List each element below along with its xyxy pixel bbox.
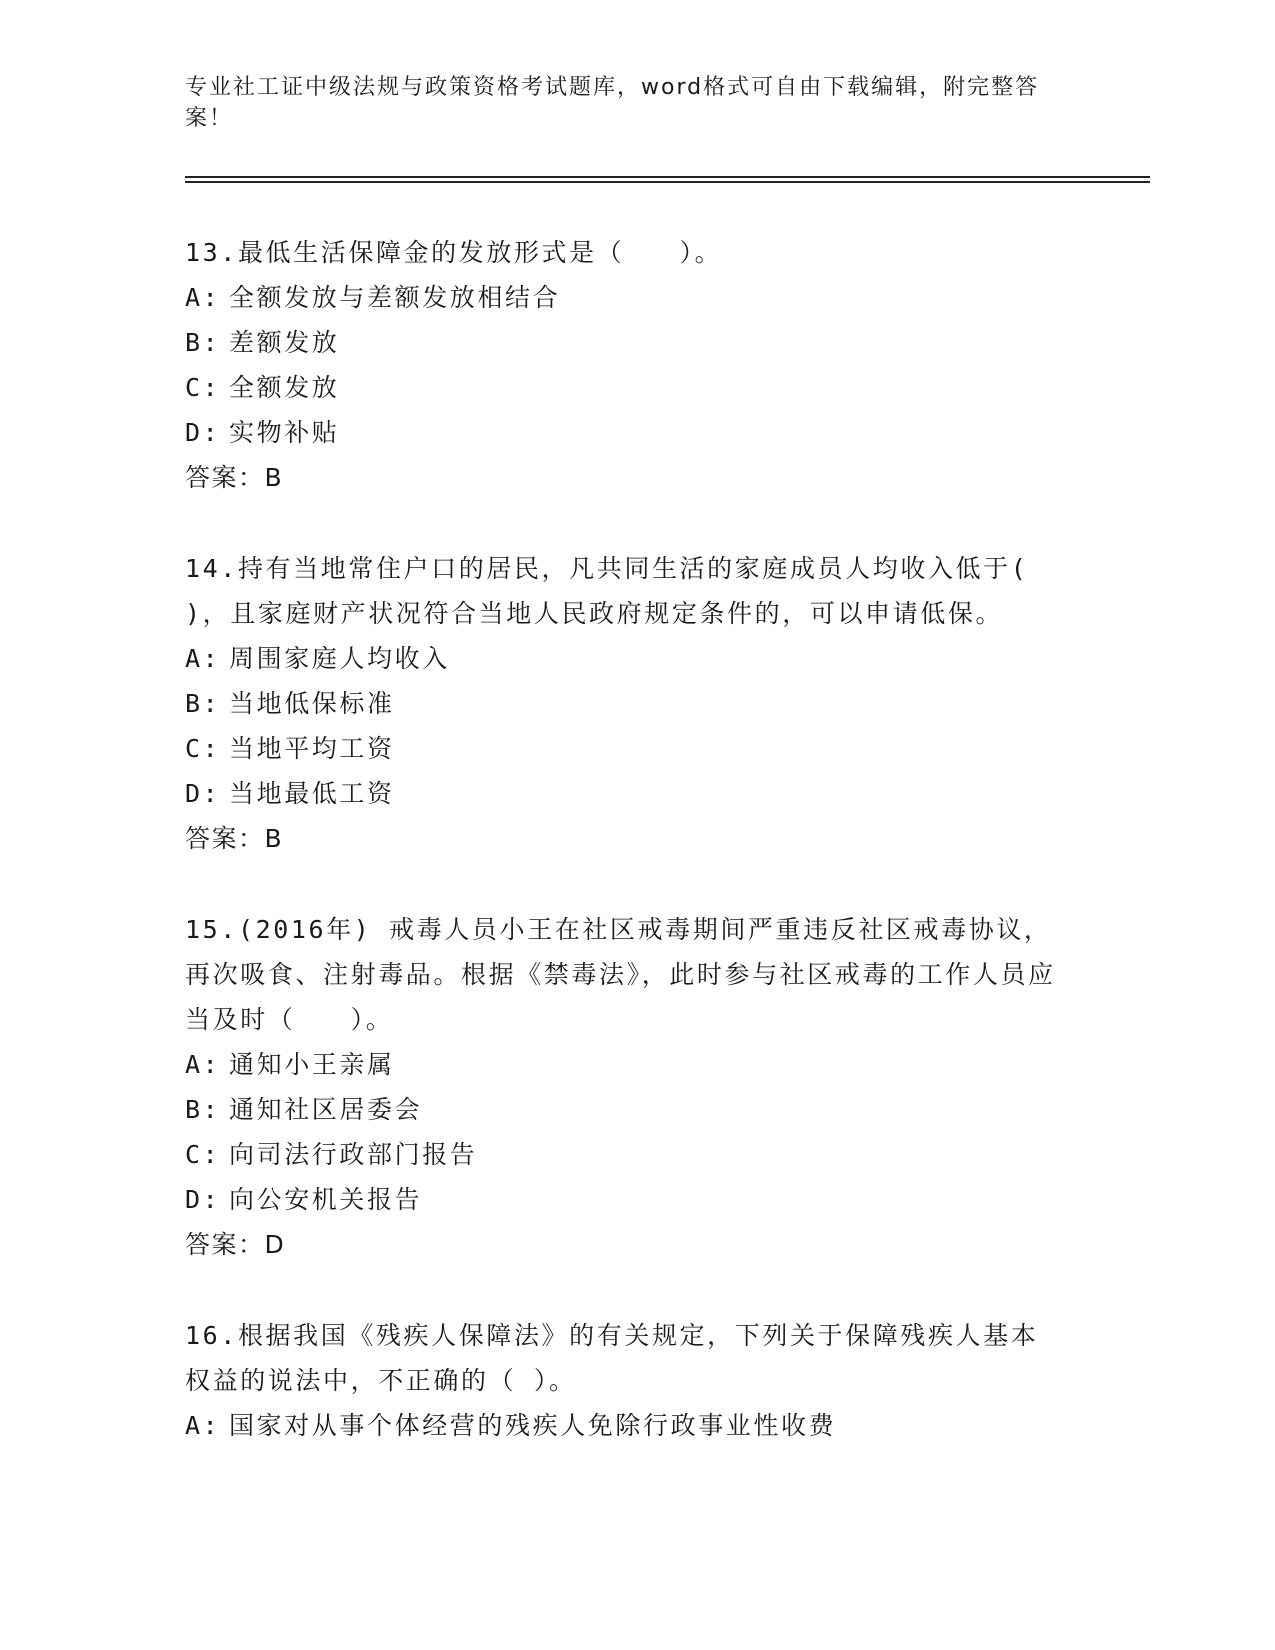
option-letter: C: [185,373,221,402]
option-c [185,1132,1085,1177]
option-text: 实物补贴 [229,418,340,447]
question-stem: 16.根据我国《残疾人保障法》的有关规定，下列关于保障残疾人基本权益的说法中，不正确的（ ）。 [185,1321,1039,1395]
option-text: 向司法行政部门报告 [229,1140,478,1169]
option-a [185,275,1085,320]
document-header: 专业社工证中级法规与政策资格考试题库，word格式可自由下载编辑，附完整答案！ [185,75,1040,131]
option-c [185,365,1085,410]
option-letter: B: [185,1095,221,1124]
answer-line: 答案：D [185,1230,286,1259]
option-text: 当地平均工资 [229,734,395,763]
question-stem: 13.最低生活保障金的发放形式是（ ）。 [185,238,723,267]
option-b [185,1087,1085,1132]
option-text: 通知社区居委会 [229,1095,423,1124]
option-letter: D: [185,1185,221,1214]
header-divider-bottom [185,181,1150,183]
question-list [185,230,1085,1494]
option-a [185,636,1085,681]
answer-line: 答案：B [185,824,284,853]
option-text: 当地最低工资 [229,779,395,808]
option-text: 全额发放 [229,373,340,402]
option-a [185,1042,1085,1087]
option-letter: C: [185,734,221,763]
question-stem: 14.持有当地常住户口的居民，凡共同生活的家庭成员人均收入低于( )，且家庭财产状况符合当地人民政府规定条件的，可以申请低保。 [185,554,1029,628]
option-d [185,410,1085,455]
option-text: 向公安机关报告 [229,1185,423,1214]
option-a [185,1403,1085,1448]
option-b [185,681,1085,726]
question-15 [185,907,1085,1267]
option-letter: D: [185,418,221,447]
option-letter: D: [185,779,221,808]
option-letter: C: [185,1140,221,1169]
option-c [185,726,1085,771]
option-b [185,320,1085,365]
option-letter: B: [185,689,221,718]
answer-line: 答案：B [185,463,284,492]
question-13 [185,230,1085,500]
option-text: 当地低保标准 [229,689,395,718]
option-letter: B: [185,328,221,357]
question-stem: 15.(2016年) 戒毒人员小王在社区戒毒期间严重违反社区戒毒协议，再次吸食、注射毒品。根据《禁毒法》，此时参与社区戒毒的工作人员应当及时（ ）。 [185,915,1056,1034]
option-text: 国家对从事个体经营的残疾人免除行政事业性收费 [229,1411,837,1440]
header-divider-top [185,176,1150,178]
option-d [185,1177,1085,1222]
option-d [185,771,1085,816]
option-text: 全额发放与差额发放相结合 [229,283,561,312]
option-letter: A: [185,283,221,312]
question-16 [185,1313,1085,1448]
question-14 [185,546,1085,861]
option-letter: A: [185,644,221,673]
option-letter: A: [185,1411,221,1440]
option-text: 周围家庭人均收入 [229,644,450,673]
option-letter: A: [185,1050,221,1079]
option-text: 通知小王亲属 [229,1050,395,1079]
option-text: 差额发放 [229,328,340,357]
